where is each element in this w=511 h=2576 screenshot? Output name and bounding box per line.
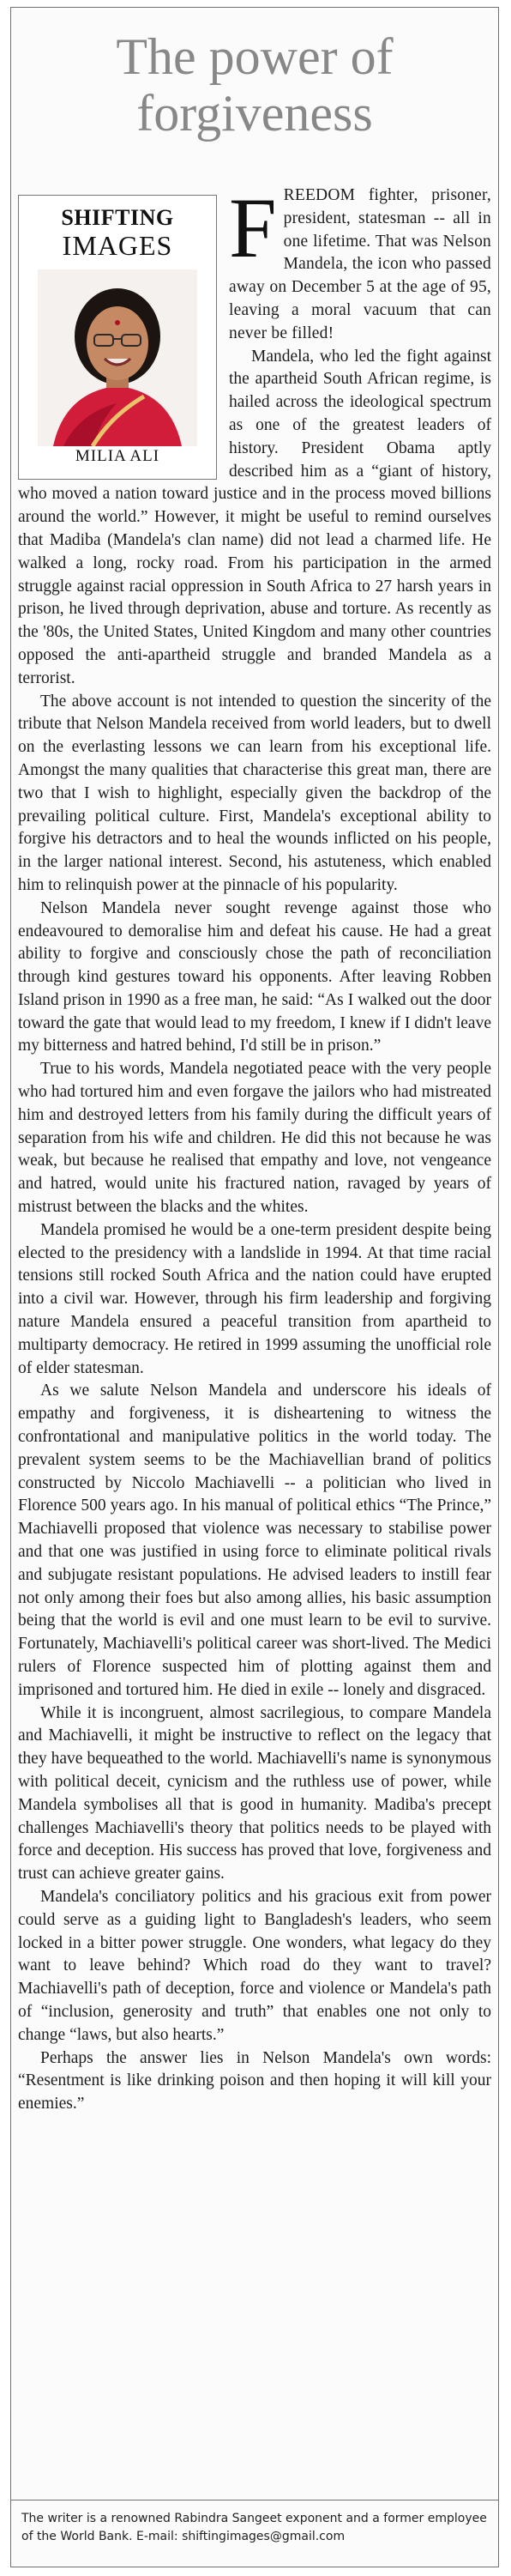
paragraph: As we salute Nelson Mandela and underscore his ideals of empathy and forgiveness, it is disheartening to witness the confrontational and manipulative politics in the world today. The prevalent system seems to be the Machiavellian brand of politics constructed by Niccolo Machiavelli -- a politician who lived in Florence 500 years ago. In his manual of political ethics “The Prince,” Machiavelli proposed that violence was necessary to stabilise power and that one was justified in using force to eliminate political rivals and subjugate resistant populations. He advised leaders to instill fear not only among their foes but also among allies, his basic assumption being that the world is evil and one must learn to be evil to survive. Fortunately, Machiavelli's political career was short-lived. The Medici rulers of Florence suspected him of plotting against them and imprisoned and tortured him. He died in exile -- lonely and disgraced.: [18, 1382, 491, 1699]
column-logo-box: [18, 195, 217, 480]
paragraph: Perhaps the answer lies in Nelson Mandela's own words: “Resentment is like drinking poison and then hoping it will kill your enemies.”: [18, 2048, 491, 2113]
author-portrait: [38, 269, 197, 446]
column-name-line1: SHIFTING: [61, 205, 174, 230]
author-bio-footer: The writer is a renowned Rabindra Sangeet exponent and a former employee of the World Bank. E-mail: shiftingimages@gmail.com: [21, 2512, 487, 2543]
lead-text: REEDOM fighter, prisoner, president, statesman -- all in one lifetime. That was Nelson Mandela, the icon who passed away on December 5 at the age of 95, leaving a moral vacuum that can never be filled!: [229, 186, 491, 342]
column-name-line2: IMAGES: [62, 230, 173, 261]
paragraph: While it is incongruent, almost sacrilegious, to compare Mandela and Machiavelli, it might be instructive to reflect on the legacy that they have bequeathed to the world. Machiavelli's name is synonymous with political deceit, cynicism and the ruthless use of power, while Mandela symbolises all that is good in humanity. Madiba's precept challenges Machiavelli's theory that politics needs to be played with force and deception. His success has proved that love, forgiveness and trust can achieve greater gains.: [18, 1703, 491, 1884]
paragraph: The above account is not intended to question the sincerity of the tribute that Nelson Mandela received from world leaders, but to dwell on the everlasting lessons we can learn from his exceptional life. Amongst the many qualities that characterise this great man, there are two that I wish to highlight, especially given the backdrop of the prevailing political culture. First, Mandela's exceptional ability to forgive his detractors and to heal the wounds inflicted on his people, in the larger national interest. Second, his astuteness, which enabled him to relinquish power at the pinnacle of his popularity.: [18, 692, 491, 894]
paragraph: True to his words, Mandela negotiated peace with the very people who had tortured him and even forgave the jailors who had mistreated him and destroyed letters from his family during the difficult years of separation from his wife and children. He did this not because he was weak, but because he realised that empathy and love, not vengeance and hatred, would unite his fractured nation, ravaged by years of mistrust between the blacks and the whites.: [18, 1060, 491, 1217]
newspaper-column-page: [10, 7, 499, 2567]
article-body: [18, 180, 491, 2116]
headline: The power of forgiveness: [116, 28, 394, 142]
paragraph: Mandela promised he would be a one-term president despite being elected to the presidency with a landslide in 1994. At that time racial tensions still rocked South Africa and the nation could have erupted into a civil war. However, through his firm leadership and forgiving nature Mandela ensured a peaceful transition from apartheid to multiparty democracy. He retired in 1999 assuming the unofficial role of elder statesman.: [18, 1220, 491, 1377]
paragraph: Mandela's conciliatory politics and his gracious exit from power could serve as a guiding light to Bangladesh's leaders, who seem locked in a bitter power struggle. One wonders, what legacy do they want to leave behind? Which road do they want to travel? Machiavelli's path of deception, force and violence or Mandela's path of “inclusion, generosity and truth” that enables one not only to change “laws, but also hearts.”: [18, 1887, 491, 2044]
drop-cap: F: [229, 180, 277, 275]
paragraph: Mandela, who led the fight against the apartheid South African regime, is hailed across the ideological spectrum as one of the greatest leaders of history. President Obama aptly described him as a “giant of history, who moved a nation toward justice and in the process moved billions around the world.” However, it might be useful to remind ourselves that Madiba (Mandela's clan name) did not lead a charmed life. He walked a long, rocky road. From his participation in the armed struggle against racial oppression in South Africa to 27 harsh years in prison, he lived through deprivation, abuse and torture. As recently as the '80s, the United States, United Kingdom and many other countries opposed the anti-apartheid struggle and branded Mandela as a terrorist.: [18, 347, 491, 687]
paragraph: Nelson Mandela never sought revenge against those who endeavoured to demoralise him and defeat his cause. He had a great ability to forgive and consciously chose the path of reconciliation through kind gestures toward his opponents. After leaving Robben Island prison in 1990 as a free man, he said: “As I walked out the door toward the gate that would lead to my freedom, I knew if I didn't leave my bitterness and hatred behind, I'd still be in prison.”: [18, 898, 491, 1055]
author-name: MILIA ALI: [75, 447, 160, 466]
